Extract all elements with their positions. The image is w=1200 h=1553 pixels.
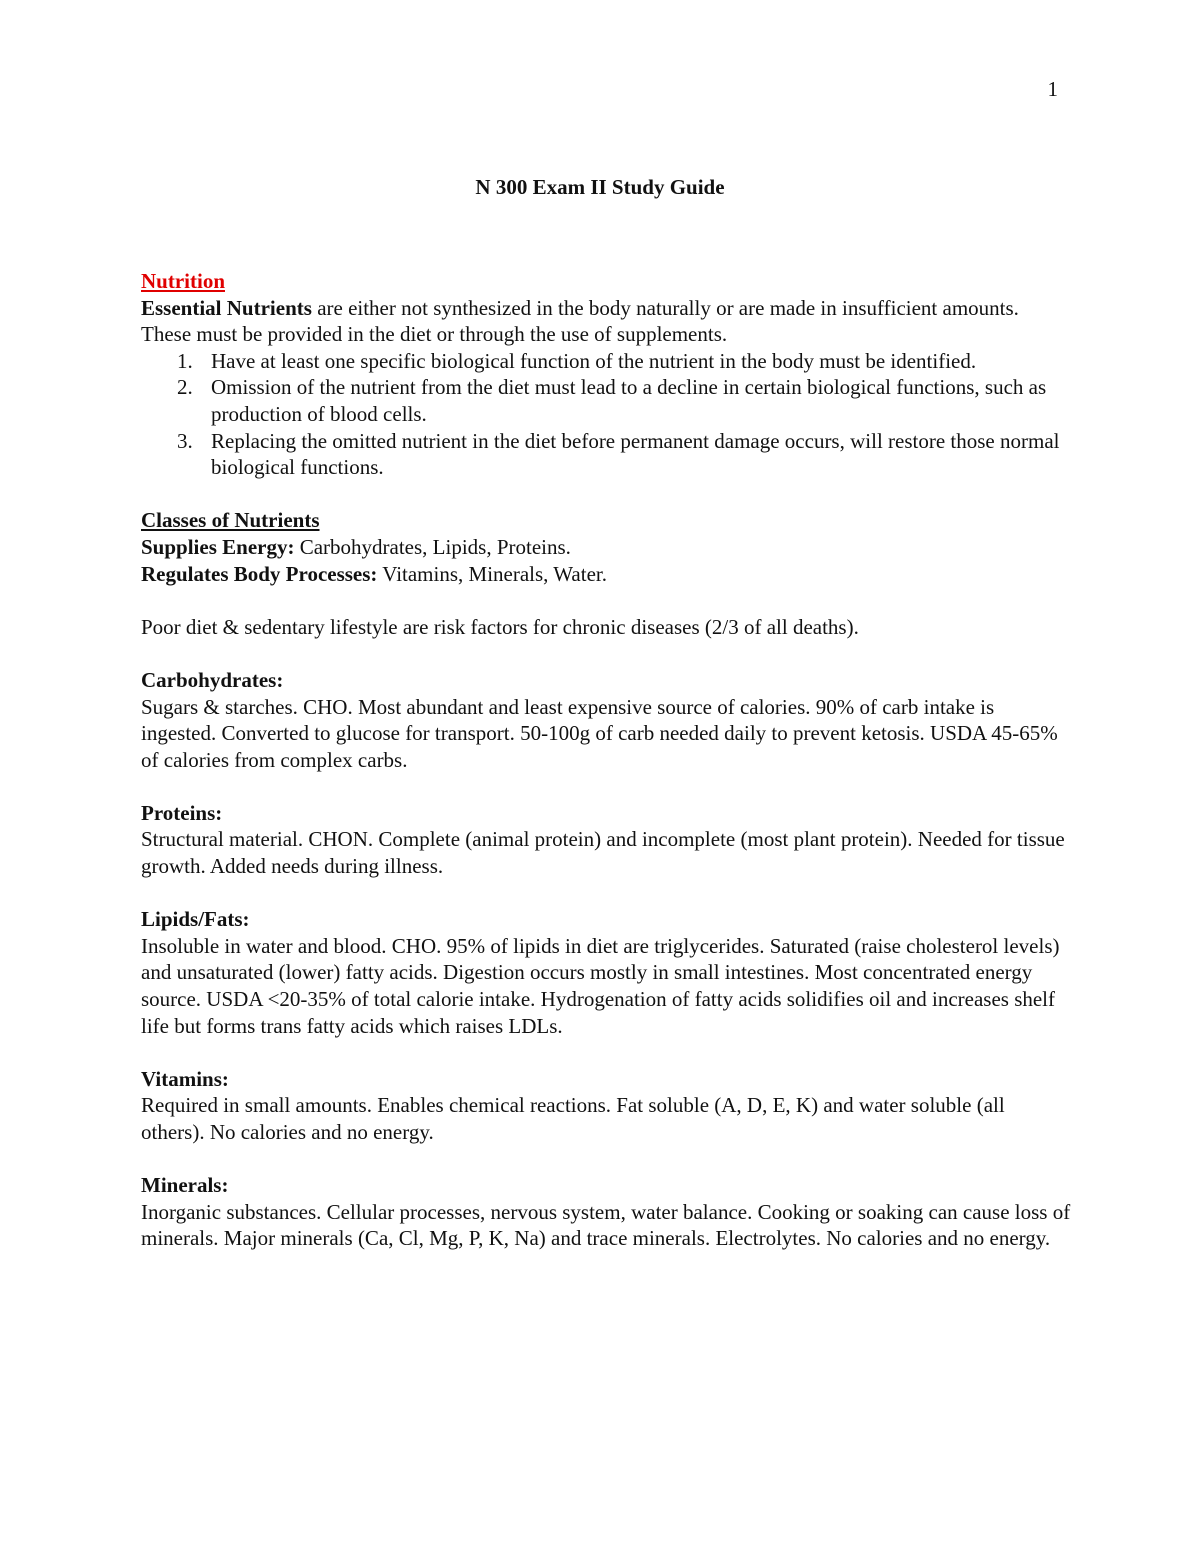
- lipids-text: Insoluble in water and blood. CHO. 95% of lipids in diet are triglycerides. Saturated (raise cholesterol levels) and unsaturated (lower) fatty acids. Digestion occurs mostly in small intestines. Most concentrated energy source. USDA <20-35% of total calorie intake. Hydrogenation of fatty acids solidifies oil and increases shelf life but forms trans fatty acids which raises LDLs.: [141, 933, 1060, 1038]
- carbohydrates-text: Sugars & starches. CHO. Most abundant and least expensive source of calories. 90% of carb intake is ingested. Converted to glucose for transport. 50-100g of carb needed daily to prevent ketosis. USDA 45-65% of calories from complex carbs.: [141, 694, 1058, 772]
- essential-nutrients-text: are either not synthesized in the body naturally or are made in insufficient amounts. These must be provided in the diet or through the use of supplements.: [141, 295, 1019, 347]
- section-heading-nutrition: [141, 268, 1071, 295]
- proteins-text: Structural material. CHON. Complete (animal protein) and incomplete (most plant protein). Needed for tissue growth. Added needs during illness.: [141, 827, 1065, 879]
- lipids-heading: Lipids/Fats:: [141, 907, 250, 932]
- list-item-number: 3.: [177, 428, 193, 453]
- supplies-energy-label: Supplies Energy:: [141, 534, 295, 559]
- supplies-energy-line: [141, 534, 1071, 561]
- section-heading-classes: [141, 507, 1071, 534]
- list-item: [141, 374, 1071, 427]
- document-title: N 300 Exam II Study Guide: [475, 175, 725, 199]
- carbohydrates-heading: Carbohydrates:: [141, 667, 284, 692]
- list-item-text: Replacing the omitted nutrient in the diet before permanent damage occurs, will restore those normal biological functions.: [211, 428, 1060, 480]
- proteins-heading: Proteins:: [141, 800, 223, 825]
- list-item-text: Have at least one specific biological function of the nutrient in the body must be identified.: [211, 348, 977, 373]
- document-body: [141, 268, 1071, 1252]
- list-item-number: 1.: [177, 348, 193, 373]
- list-item-text: Omission of the nutrient from the diet must lead to a decline in certain biological functions, such as production of blood cells.: [211, 375, 1047, 426]
- regulates-body-text: Vitamins, Minerals, Water.: [377, 561, 607, 586]
- minerals-heading: Minerals:: [141, 1173, 229, 1198]
- vitamins-heading: Vitamins:: [141, 1066, 229, 1091]
- nutrition-heading: Nutrition: [141, 269, 225, 293]
- page-number: 1: [1047, 77, 1058, 101]
- classes-heading: Classes of Nutrients: [141, 508, 320, 533]
- risk-note: Poor diet & sedentary lifestyle are risk factors for chronic diseases (2/3 of all deaths).: [141, 614, 859, 639]
- regulates-body-line: [141, 561, 1071, 588]
- essential-nutrients-label: Essential Nutrients: [141, 295, 312, 320]
- essential-criteria-list: [141, 348, 1071, 481]
- essential-nutrients-paragraph: [141, 295, 1071, 348]
- list-item: [141, 348, 1071, 375]
- supplies-energy-text: Carbohydrates, Lipids, Proteins.: [294, 534, 571, 559]
- list-item: [141, 428, 1071, 481]
- regulates-body-label: Regulates Body Processes:: [141, 561, 378, 586]
- vitamins-text: Required in small amounts. Enables chemical reactions. Fat soluble (A, D, E, K) and water soluble (all others). No calories and no energy.: [141, 1093, 1005, 1144]
- minerals-text: Inorganic substances. Cellular processes, nervous system, water balance. Cooking or soaking can cause loss of minerals. Major minerals (Ca, Cl, Mg, P, K, Na) and trace minerals. Electrolytes. No calories and no energy.: [141, 1199, 1071, 1251]
- list-item-number: 2.: [177, 375, 193, 400]
